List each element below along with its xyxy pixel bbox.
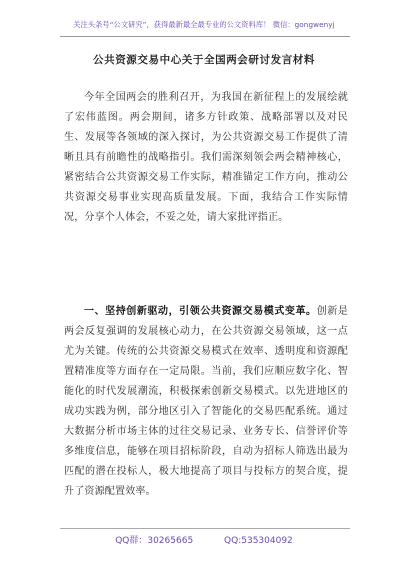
section1-body: 创新是两会反复强调的发展核心动力，在公共资源交易领域，这一点尤为关键。传统的公共资源交易模式在效率、透明度和资源配置精准度等方面存在一定局限。当前，我们应顺应数字化、智能化的时代发展潮流，积极探索创新交易模式。以先进地区的成功实践为例，部分地区引入了智能化的交易匹配系统。通过大数据分析市场主体的过往交易记录、业务专长、信誉评价等多维度信息，能够在项目招标阶段，自动为招标人筛选出最为匹配的潜在投标人，极大地提高了项目与投标方的契合度，提升了资源配置效率。 xyxy=(64,306,348,497)
intro-paragraph: 今年全国两会的胜利召开，为我国在新征程上的发展绘就了宏伟蓝图。两会期间，诸多方针政策、战略部署以及对民生、发展等各领域的深入探讨，为公共资源交易工作提供了清晰且具有前瞻性的战略指引。我们需深刻领会两会精神核心，紧密结合公共资源交易工作实际，精准锚定工作方向，推动公共资源交易事业实现高质量发展。下面，我结合工作实际情况，分享个人体会，不妥之处，请大家批评指正。 xyxy=(64,92,348,223)
footer-qq: QQ:535304092 xyxy=(224,536,293,546)
section1-paragraph-block xyxy=(64,302,348,502)
section1-heading: 一、坚持创新驱动，引领公共资源交易模式变革。 xyxy=(84,306,317,317)
footer xyxy=(0,533,408,546)
header-banner: 关注头条号“公文研究”，获得最新最全最专业的公文资料库！ 微信：gongwenyj xyxy=(73,20,335,29)
footer-divider xyxy=(60,528,350,529)
section1-paragraph xyxy=(64,302,348,502)
header-divider xyxy=(60,36,350,37)
footer-qq-group: QQ群：30265665 xyxy=(115,536,194,546)
intro-paragraph-block xyxy=(64,88,348,228)
document-title: 公共资源交易中心关于全国两会研讨发言材料 xyxy=(93,54,315,66)
